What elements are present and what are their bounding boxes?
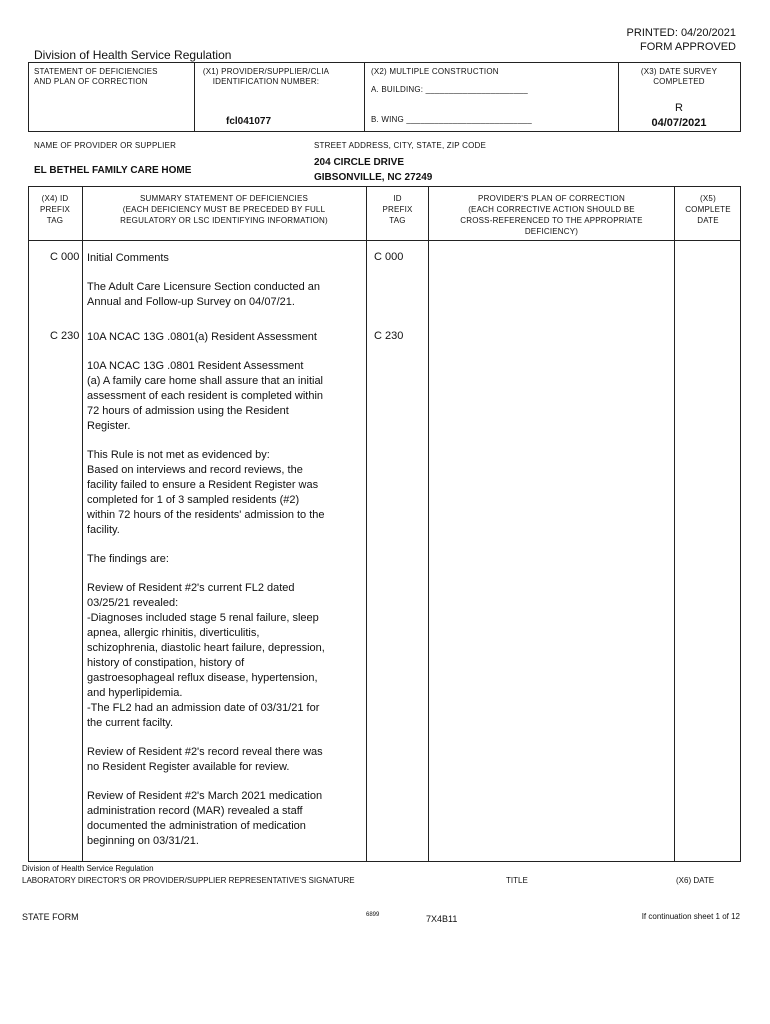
rule-paragraph: 10A NCAC 13G .0801 Resident Assessment (a) A family care home shall assure that an initial assessment of each resident is completed within 72 hours of admission using the Resident Register. <box>87 360 324 432</box>
summary-header: SUMMARY STATEMENT OF DEFICIENCIES (EACH DEFICIENCY MUST BE PRECEDED BY FULL REGULATORY OR LSC IDENTIFYING INFORMATION) <box>120 194 328 225</box>
provider-id: fcl041077 <box>226 116 272 127</box>
c230-id: C 230 <box>374 330 404 342</box>
fl2-paragraph: Review of Resident #2's current FL2 dated 03/25/21 revealed: -Diagnoses included stage 5 renal failure, sleep apnea, allergic rhinitis, diverticulitis, schizophrenia, diastolic heart failure, depression, history of constipation, history of gastroesophageal reflux disease, hypertension, and hyperlipidemia. -The FL2 had an admission date of 03/31/21 for the current facilty. <box>87 582 325 729</box>
c230-title: 10A NCAC 13G .0801(a) Resident Assessment <box>87 331 317 343</box>
findings-intro: The findings are: <box>87 553 169 565</box>
not-met-paragraph: This Rule is not met as evidenced by: Based on interviews and record reviews, the facility failed to ensure a Resident Register was completed for 1 of 3 sampled residents (#2) within 72 hours of the residents' admission to the facility. <box>87 449 325 536</box>
x5-header: (X5) COMPLETE DATE <box>685 194 731 225</box>
x3-label: (X3) DATE SURVEY COMPLETED <box>640 67 718 86</box>
x2-wing: B. WING ___________________________ <box>371 115 532 124</box>
c230-tag: C 230 <box>50 330 80 342</box>
plan-header: PROVIDER'S PLAN OF CORRECTION (EACH CORRECTIVE ACTION SHOULD BE CROSS-REFERENCED TO THE APPROPRIATE DEFICIENCY) <box>460 194 643 236</box>
form-approved: FORM APPROVED <box>640 41 736 53</box>
survey-date: 04/07/2021 <box>651 117 707 129</box>
printed-date: PRINTED: 04/20/2021 <box>626 27 736 39</box>
provider-name: EL BETHEL FAMILY CARE HOME <box>34 165 192 176</box>
c000-tag: C 000 <box>50 251 80 263</box>
mar-paragraph: Review of Resident #2's March 2021 medication administration record (MAR) revealed a staff documented the administration of medication beginning on 03/31/21. <box>87 790 323 847</box>
x3-r: R <box>675 102 683 114</box>
provider-name-label: NAME OF PROVIDER OR SUPPLIER <box>34 141 177 150</box>
x6-date-label: (X6) DATE <box>676 876 715 885</box>
continuation: If continuation sheet 1 of 12 <box>641 912 740 921</box>
c000-title: Initial Comments <box>87 252 169 264</box>
street-address: 204 CIRCLE DRIVE <box>314 157 405 168</box>
id-header: ID PREFIX TAG <box>382 194 413 225</box>
x2-label: (X2) MULTIPLE CONSTRUCTION <box>371 67 499 76</box>
division-title: Division of Health Service Regulation <box>34 48 232 62</box>
state-form: STATE FORM <box>22 912 79 922</box>
register-paragraph: Review of Resident #2's record reveal there was no Resident Register available for review. <box>87 746 323 773</box>
title-label: TITLE <box>506 876 528 885</box>
x1-label: (X1) PROVIDER/SUPPLIER/CLIA IDENTIFICATION NUMBER: <box>202 67 330 86</box>
city-state-zip: GIBSONVILLE, NC 27249 <box>314 172 433 183</box>
c000-id: C 000 <box>374 251 404 263</box>
c230-findings <box>87 359 363 863</box>
form-code-small: 6899 <box>366 912 380 918</box>
statement-label: STATEMENT OF DEFICIENCIES AND PLAN OF CORRECTION <box>34 67 158 86</box>
c000-text: The Adult Care Licensure Section conducted an Annual and Follow-up Survey on 04/07/21. <box>87 281 320 308</box>
footer-division: Division of Health Service Regulation <box>22 864 154 873</box>
x2-building: A. BUILDING: ______________________ <box>371 85 528 94</box>
x4-header: (X4) ID PREFIX TAG <box>39 194 71 225</box>
address-label: STREET ADDRESS, CITY, STATE, ZIP CODE <box>314 141 487 150</box>
signature-label: LABORATORY DIRECTOR'S OR PROVIDER/SUPPLIER REPRESENTATIVE'S SIGNATURE <box>22 876 355 885</box>
form-code: 7X4B11 <box>426 914 458 924</box>
